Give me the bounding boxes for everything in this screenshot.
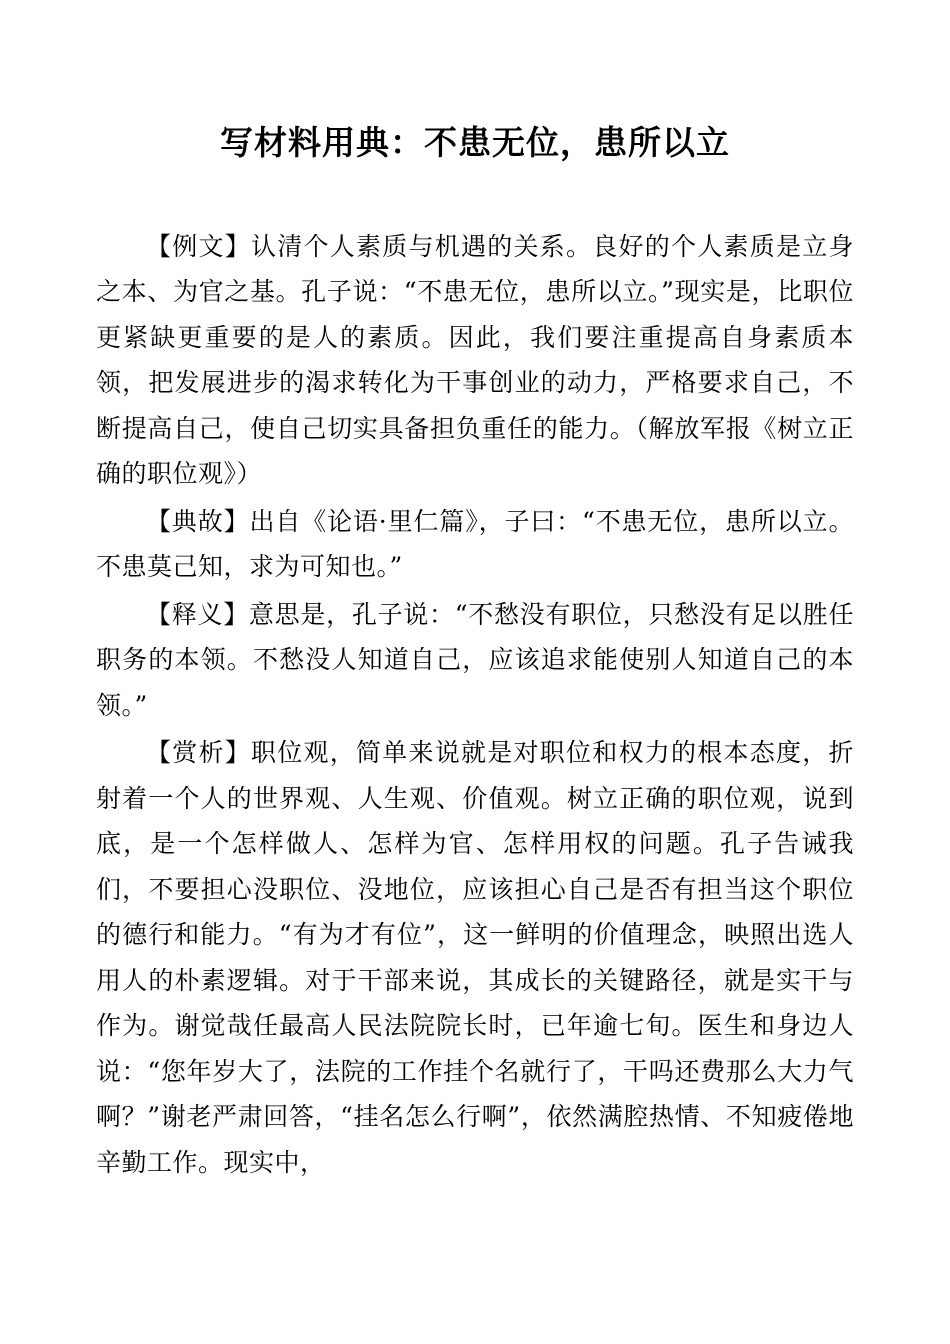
- paragraph-example: 【例文】认清个人素质与机遇的关系。良好的个人素质是立身之本、为官之基。孔子说：“不患无位，患所以立。”现实是，比职位更紧缺更重要的是人的素质。因此，我们要注重提高自身素质本领，把发展进步的渴求转化为干事创业的动力，严格要求自己，不断提高自己，使自己切实具备担负重任的能力。（解放军报《树立正确的职位观》）: [96, 231, 854, 488]
- paragraph-allusion: 【典故】出自《论语·里仁篇》，子曰：“不患无位，患所以立。不患莫己知，求为可知也。”: [96, 506, 854, 581]
- paragraph-definition: 【释义】意思是，孔子说：“不愁没有职位，只愁没有足以胜任职务的本领。不愁没人知道自己，应该追求能使别人知道自己的本领。”: [96, 599, 854, 720]
- document-body: [96, 224, 854, 1186]
- paragraph-appreciation: 【赏析】职位观，简单来说就是对职位和权力的根本态度，折射着一个人的世界观、人生观、价值观。树立正确的职位观，说到底，是一个怎样做人、怎样为官、怎样用权的问题。孔子告诫我们，不要担心没职位、没地位，应该担心自己是否有担当这个职位的德行和能力。“有为才有位”，这一鲜明的价值理念，映照出选人用人的朴素逻辑。对于干部来说，其成长的关键路径，就是实干与作为。谢觉哉任最高人民法院院长时，已年逾七旬。医生和身边人说：“您年岁大了，法院的工作挂个名就行了，干吗还费那么大力气啊？”谢老严肃回答，“挂名怎么行啊”，依然满腔热情、不知疲倦地辛勤工作。现实中，: [96, 738, 854, 1177]
- page-title: 写材料用典：不患无位，患所以立: [220, 123, 730, 162]
